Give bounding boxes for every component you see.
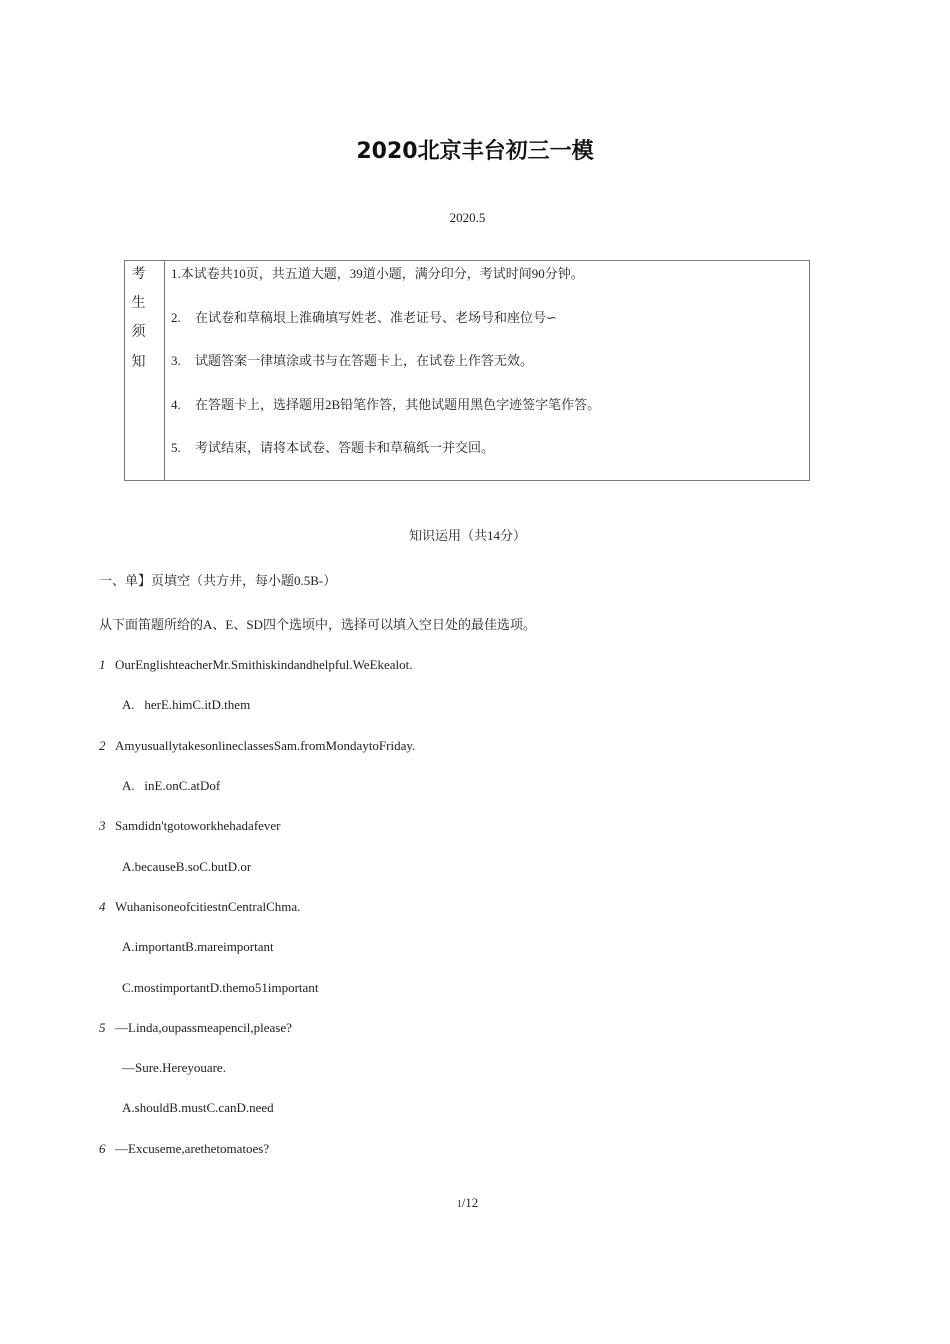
notice-item-text: 1.本试卷共10页，共五道大题，39道小题，满分印分，考试时间90分钟。 [171,266,584,281]
notice-item-text: 在答题卡上，选择题用2B铅笔作答，其他试题用黑色字迹签字笔作答。 [195,397,601,412]
notice-item-number: 4. [171,397,181,412]
instruction-text: 从下面笛题所给的A、E、SD四个选顷中，选择可以填入空日处的最佳选项。 [99,617,536,632]
dialogue-line: —Sure.Hereyouare. [122,1060,226,1075]
notice-item-text: 在试卷和草稿垠上淮确填写姓老、准老证号、老场号和座位号∽ [195,310,557,325]
notice-item [171,307,557,326]
notice-box [124,260,810,481]
question-stem [99,1020,292,1036]
question-number: 4 [99,899,106,914]
question-text: Samdidn'tgotoworkhehadafever [115,818,281,833]
question-number: 6 [99,1141,106,1156]
notice-side-char: 生 [131,296,146,311]
notice-side-char: 知 [131,355,146,370]
question-stem [99,899,300,915]
question-text: OurEnglishteacherMr.Smithiskindandhelpful.WeEkealot. [115,657,413,672]
notice-side-label [125,261,165,480]
question-stem [99,657,413,673]
question-options: A.becauseB.soC.butD.or [122,859,252,874]
question-options: C.mostimportantD.themo51important [122,980,319,995]
question-stem [99,1141,269,1157]
notice-side-char: 考 [131,267,146,282]
notice-item-text: 试题答案一律填涂或书与在答题卡上，在试卷上作答无效。 [195,353,534,368]
notice-item-number: 3. [171,353,181,368]
question-text: AmyusuallytakesonlineclassesSam.fromMondaytoFriday. [115,738,416,753]
question-text: WuhanisoneofcitiestnCentralChma. [115,899,301,914]
notice-item-text: 考试结束，请将本试卷、答题卡和草稿纸一并交回。 [195,440,495,455]
question-options: A.importantB.mareimportant [122,939,274,954]
question-number: 5 [99,1020,106,1035]
notice-item [171,263,584,282]
question-options: A.shouldB.mustC.canD.need [122,1100,274,1115]
notice-item [171,437,494,456]
page-number [0,1195,935,1211]
question-number: 1 [99,657,106,672]
page-title: 2020北京丰台初三一模 [356,139,594,164]
question-options: A. herE.himC.itD.them [122,697,251,712]
page-total: /12 [461,1195,479,1210]
notice-item-number: 2. [171,310,181,325]
notice-item [171,350,533,369]
question-text: —Excuseme,arethetomatoes? [115,1141,270,1156]
exam-date: 2020.5 [449,210,486,225]
question-stem [99,738,415,754]
notice-item-number: 5. [171,440,181,455]
part-heading: 一、单】页填空（共方井，每小题0.5B-） [99,573,337,588]
notice-item [171,394,600,413]
page-current: 1 [456,1199,462,1210]
question-text: —Linda,oupassmeapencil,please? [115,1020,292,1035]
section-title: 知识运用（共14分） [408,528,526,543]
question-number: 3 [99,818,106,833]
question-stem [99,818,281,834]
question-number: 2 [99,738,106,753]
question-options: A. inE.onC.atDof [122,778,221,793]
notice-side-char: 须 [131,325,146,340]
